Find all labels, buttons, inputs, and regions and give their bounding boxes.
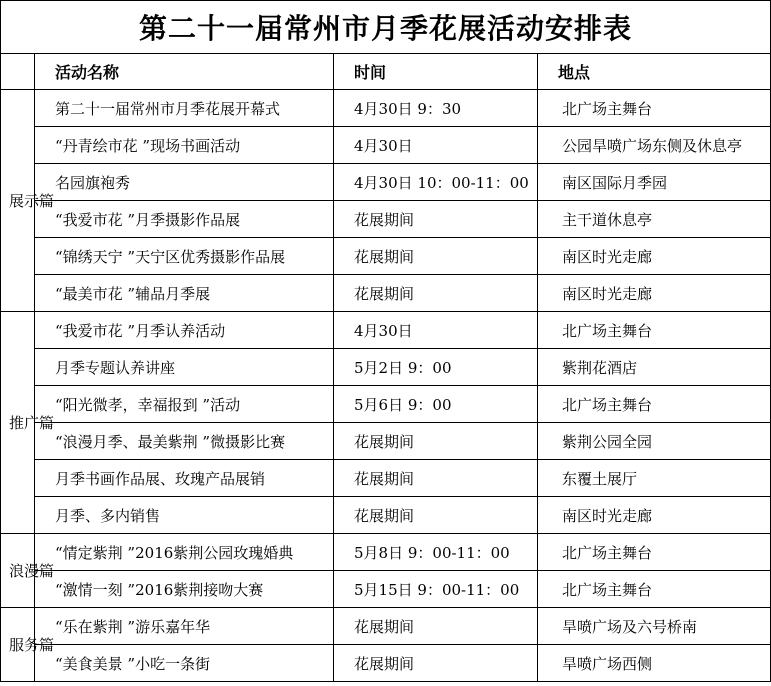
- place-cell: 紫荆公园全园: [538, 423, 771, 460]
- table-title: 第二十一届常州市月季花展活动安排表: [1, 1, 771, 54]
- place-cell: 南区时光走廊: [538, 238, 771, 275]
- time-cell: 花展期间: [334, 497, 538, 534]
- activity-name-cell: “阳光微孝，幸福报到 ”活动: [35, 386, 334, 423]
- table-row: [1, 275, 771, 312]
- time-cell: 4月30日: [334, 127, 538, 164]
- table-row: [1, 423, 771, 460]
- table-row: [1, 645, 771, 682]
- place-cell: 北广场主舞台: [538, 386, 771, 423]
- table-row: [1, 608, 771, 645]
- place-cell: 北广场主舞台: [538, 90, 771, 127]
- place-cell: 紫荆花酒店: [538, 349, 771, 386]
- category-label-text: 展示篇: [9, 191, 55, 210]
- place-cell: 北广场主舞台: [538, 312, 771, 349]
- table-row: [1, 201, 771, 238]
- activity-name-cell: 月季、多内销售: [35, 497, 334, 534]
- time-cell: 花展期间: [334, 608, 538, 645]
- header-blank-cell: [1, 54, 35, 90]
- time-cell: 4月30日: [334, 312, 538, 349]
- table-row: [1, 386, 771, 423]
- table-row: [1, 164, 771, 201]
- header-row: [1, 54, 771, 90]
- place-cell: 主干道休息亭: [538, 201, 771, 238]
- time-cell: 花展期间: [334, 645, 538, 682]
- time-cell: 5月15日 9：00-11：00: [334, 571, 538, 608]
- table-row: [1, 90, 771, 127]
- place-cell: 北广场主舞台: [538, 534, 771, 571]
- table-row: [1, 460, 771, 497]
- time-cell: 5月2日 9：00: [334, 349, 538, 386]
- table-row: [1, 534, 771, 571]
- activity-name-cell: 月季书画作品展、玫瑰产品展销: [35, 460, 334, 497]
- place-cell: 公园旱喷广场东侧及休息亭: [538, 127, 771, 164]
- table-row: [1, 312, 771, 349]
- activity-name-cell: “丹青绘市花 ”现场书画活动: [35, 127, 334, 164]
- time-cell: 花展期间: [334, 460, 538, 497]
- activity-name-cell: “最美市花 ”辅品月季展: [35, 275, 334, 312]
- place-cell: 旱喷广场及六号桥南: [538, 608, 771, 645]
- time-cell: 花展期间: [334, 238, 538, 275]
- time-cell: 花展期间: [334, 201, 538, 238]
- time-cell: 5月8日 9：00-11：00: [334, 534, 538, 571]
- place-cell: 旱喷广场西侧: [538, 645, 771, 682]
- table-row: [1, 238, 771, 275]
- category-label: [1, 534, 55, 608]
- time-cell: 4月30日 9：30: [334, 90, 538, 127]
- activity-name-cell: 第二十一届常州市月季花展开幕式: [35, 90, 334, 127]
- header-time: 时间: [334, 54, 538, 90]
- time-cell: 花展期间: [334, 423, 538, 460]
- header-activity-name: 活动名称: [35, 54, 334, 90]
- time-cell: 花展期间: [334, 275, 538, 312]
- category-label-text: 服务篇: [9, 635, 55, 654]
- activity-name-cell: “我爱市花 ”月季摄影作品展: [35, 201, 334, 238]
- activity-name-cell: “情定紫荆 ”2016紫荆公园玫瑰婚典: [35, 534, 334, 571]
- activity-name-cell: “浪漫月季、最美紫荆 ”微摄影比赛: [35, 423, 334, 460]
- activity-name-cell: 月季专题认养讲座: [35, 349, 334, 386]
- activity-name-cell: 名园旗袍秀: [35, 164, 334, 201]
- category-label-text: 浪漫篇: [9, 561, 55, 580]
- activity-name-cell: “美食美景 ”小吃一条街: [35, 645, 334, 682]
- category-label: [1, 608, 55, 682]
- place-cell: 南区时光走廊: [538, 275, 771, 312]
- table-row: [1, 349, 771, 386]
- activity-name-cell: “锦绣天宁 ”天宁区优秀摄影作品展: [35, 238, 334, 275]
- place-cell: 南区国际月季园: [538, 164, 771, 201]
- header-place: 地点: [538, 54, 771, 90]
- table-row: [1, 127, 771, 164]
- activity-name-cell: “我爱市花 ”月季认养活动: [35, 312, 334, 349]
- place-cell: 北广场主舞台: [538, 571, 771, 608]
- table-row: [1, 571, 771, 608]
- activity-name-cell: “激情一刻 ”2016紫荆接吻大赛: [35, 571, 334, 608]
- time-cell: 5月6日 9：00: [334, 386, 538, 423]
- place-cell: 南区时光走廊: [538, 497, 771, 534]
- table-row: [1, 497, 771, 534]
- time-cell: 4月30日 10：00-11：00: [334, 164, 538, 201]
- category-label: [1, 312, 55, 534]
- place-cell: 东覆土展厅: [538, 460, 771, 497]
- category-label-text: 推广篇: [9, 413, 55, 432]
- category-label: [1, 90, 55, 312]
- activity-name-cell: “乐在紫荆 ”游乐嘉年华: [35, 608, 334, 645]
